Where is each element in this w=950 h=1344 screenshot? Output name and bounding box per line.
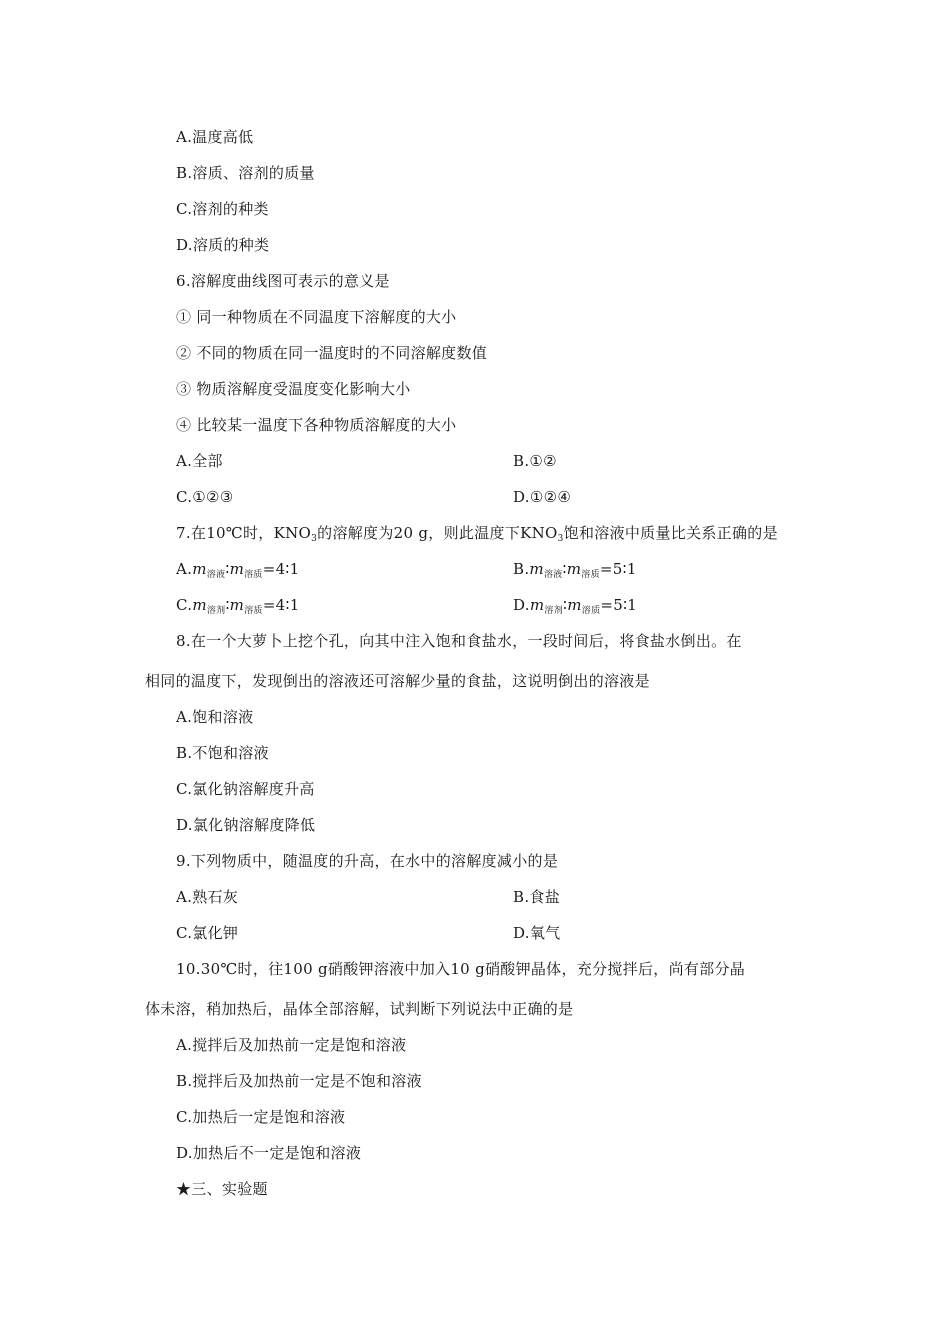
q9-options-row-1 [176,887,776,907]
q6-item-2: ② 不同的物质在同一温度时的不同溶解度数值 [176,344,488,362]
q5-option-c: C.溶剂的种类 [176,200,269,218]
q10-stem-line-2: 体未溶，稍加热后，晶体全部溶解，试判断下列说法中正确的是 [145,1000,574,1018]
q8-stem-line-1: 8.在一个大萝卜上挖个孔，向其中注入饱和食盐水，一段时间后，将食盐水倒出。在 [176,632,742,650]
q8-option-d: D.氯化钠溶解度降低 [176,816,316,834]
q7-option-c: $C.m_{溶剂}∶m_{溶质}=4∶1$ [176,596,300,616]
q7-stem-part-1: 7.在10℃时，KNO [176,524,312,542]
q6-option-a: A.全部 [176,452,223,470]
q7-stem-part-2: 的溶解度为20 g，则此温度下KNO [317,524,558,542]
q6-options-row-2 [176,487,776,507]
q10-option-b: B.搅拌后及加热前一定是不饱和溶液 [176,1072,422,1090]
q7-option-a: $A.m_{溶液}∶m_{溶质}=4∶1$ [176,560,300,580]
q6-option-b: B.①② [513,452,557,470]
q6-item-3: ③ 物质溶解度受温度变化影响大小 [176,380,411,398]
q8-option-b: B.不饱和溶液 [176,744,269,762]
q6-stem: 6.溶解度曲线图可表示的意义是 [176,272,390,290]
q10-option-c: C.加热后一定是饱和溶液 [176,1108,346,1126]
q7-option-d: $D.m_{溶剂}∶m_{溶质}=5∶1$ [513,596,638,616]
q9-option-d: D.氧气 [513,924,561,942]
q7-stem [176,523,778,549]
q6-item-4: ④ 比较某一温度下各种物质溶解度的大小 [176,416,457,434]
q7-option-b: $B.m_{溶液}∶m_{溶质}=5∶1$ [513,560,637,580]
q6-item-1: ① 同一种物质在不同温度下溶解度的大小 [176,308,457,326]
q5-option-d: D.溶质的种类 [176,236,270,254]
q8-option-c: C.氯化钠溶解度升高 [176,780,315,798]
section-heading-experiment: ★三、实验题 [176,1180,268,1198]
q9-options-row-2 [176,923,776,943]
q6-option-d: D.①②④ [513,488,572,506]
q10-option-a: A.搅拌后及加热前一定是饱和溶液 [176,1036,407,1054]
q5-option-b: B.溶质、溶剂的质量 [176,164,315,182]
q9-option-a: A.熟石灰 [176,888,239,906]
q6-option-c: C.①②③ [176,488,234,506]
q10-stem-line-1: 10.30℃时，往100 g硝酸钾溶液中加入10 g硝酸钾晶体，充分搅拌后，尚有部分晶 [176,960,746,978]
q7-options-row-2 [176,595,776,621]
q7-options-row-1 [176,559,776,585]
q8-option-a: A.饱和溶液 [176,708,254,726]
q6-options-row-1 [176,451,776,471]
q9-stem: 9.下列物质中，随温度的升高，在水中的溶解度减小的是 [176,852,559,870]
q7-subscript-3: 3 [311,534,318,544]
q5-option-a: A.温度高低 [176,128,254,146]
q7-subscript-3b: 3 [557,534,564,544]
q9-option-c: C.氯化钾 [176,924,239,942]
q9-option-b: B.食盐 [513,888,560,906]
q10-option-d: D.加热后不一定是饱和溶液 [176,1144,362,1162]
q8-stem-line-2: 相同的温度下，发现倒出的溶液还可溶解少量的食盐，这说明倒出的溶液是 [145,672,650,690]
q7-stem-part-3: 饱和溶液中质量比关系正确的是 [563,524,778,542]
